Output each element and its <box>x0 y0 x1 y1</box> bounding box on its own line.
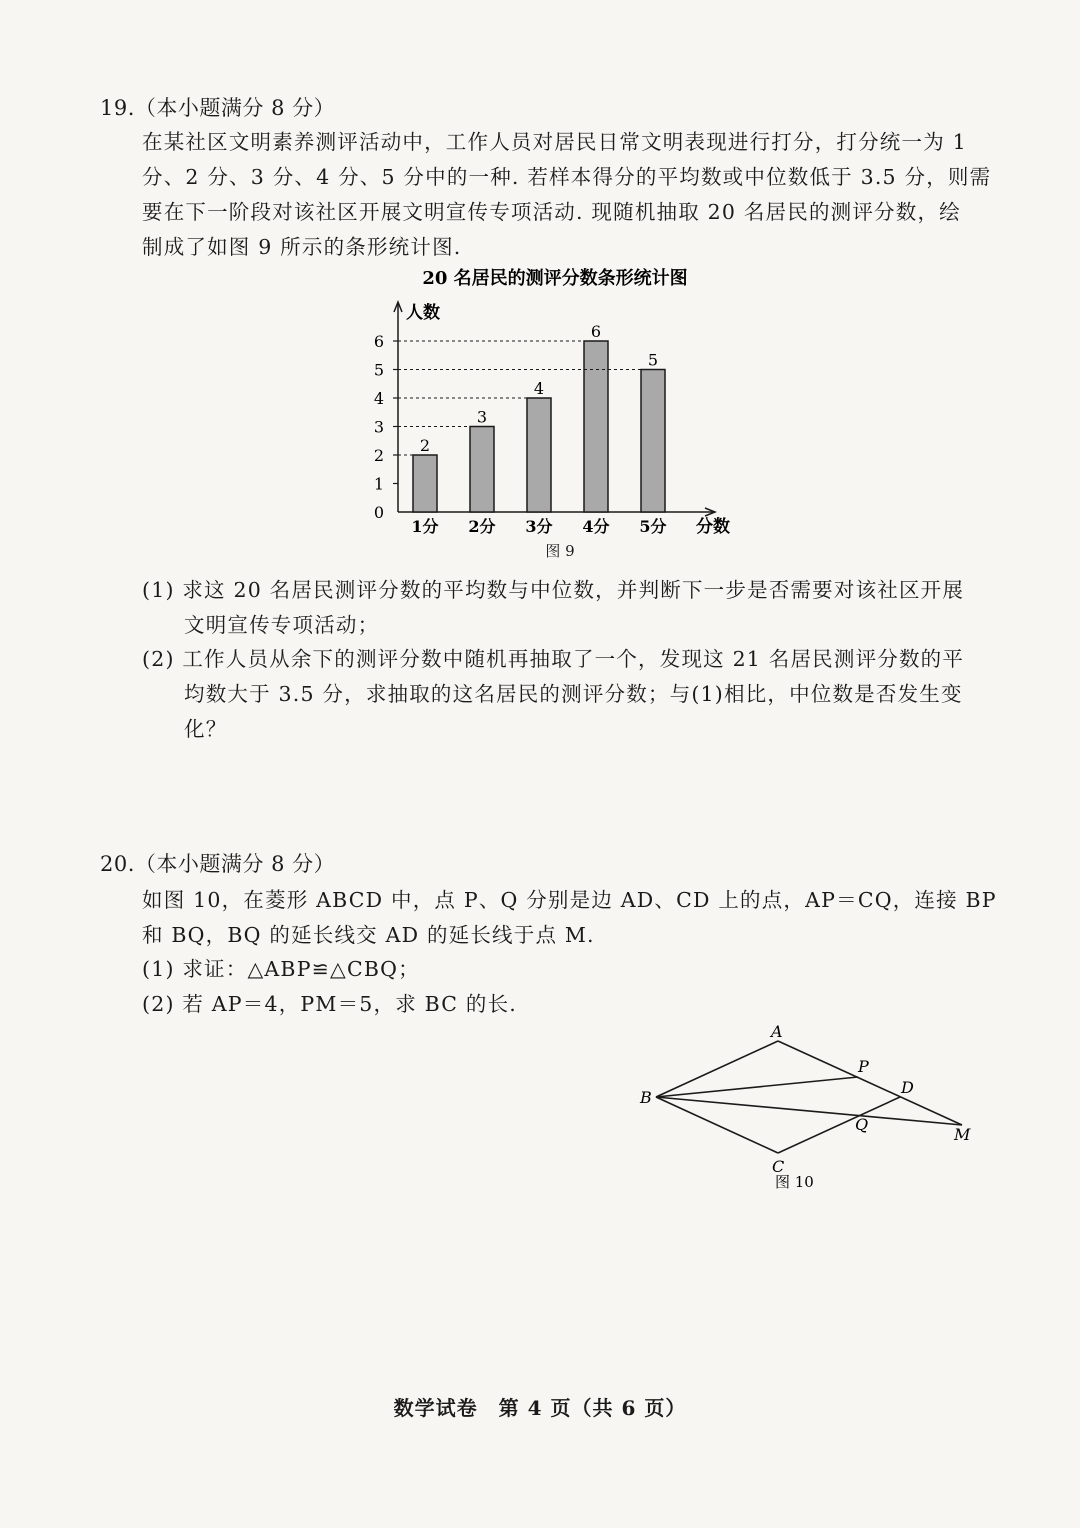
segment-cd <box>778 1097 900 1153</box>
y-tick-label: 1 <box>373 474 384 494</box>
y-tick-label: 4 <box>373 389 384 408</box>
figure-10-caption: 图 10 <box>775 1173 814 1191</box>
x-axis-label: 分数 <box>696 517 730 537</box>
q19-sub1-line-2: 文明宣传专项活动； <box>184 613 380 637</box>
q20-line-1: 如图 10，在菱形 ABCD 中，点 P、Q 分别是边 AD、CD 上的点，AP＝CQ，连接 BP <box>142 888 997 912</box>
y-tick-label: 3 <box>373 417 384 437</box>
x-tick-label: 4分 <box>582 517 610 536</box>
bar <box>641 370 665 513</box>
y-tick-label: 6 <box>373 332 384 351</box>
bar <box>470 427 494 513</box>
segment-bc <box>656 1097 778 1153</box>
point-d-label: D <box>901 1078 914 1097</box>
page-footer: 数学试卷 第 4 页（共 6 页） <box>393 1396 687 1420</box>
q19-sub1-line-1: (1) 求这 20 名居民测评分数的平均数与中位数，并判断下一步是否需要对该社区开展 <box>142 578 965 602</box>
x-tick-label: 1分 <box>411 517 439 536</box>
bar-data-label: 2 <box>419 436 431 455</box>
bar <box>413 455 437 512</box>
chart-title: 20 名居民的测评分数条形统计图 <box>422 268 688 289</box>
y-tick-label: 2 <box>373 446 384 465</box>
q19-sub2-line-3: 化？ <box>184 717 228 741</box>
q19-line-1: 在某社区文明素养测评活动中，工作人员对居民日常文明表现进行打分，打分统一为 1 <box>142 130 967 154</box>
x-tick-label: 5分 <box>639 517 667 536</box>
y-tick-label: 0 <box>373 503 384 522</box>
bar <box>584 341 608 512</box>
y-axis-label: 人数 <box>406 303 440 323</box>
q19-line-4: 制成了如图 9 所示的条形统计图. <box>142 235 462 259</box>
figure-9-caption: 图 9 <box>545 542 575 560</box>
segment-ab <box>656 1041 778 1097</box>
q20-header: 20.（本小题满分 8 分） <box>100 852 336 876</box>
segment-bp <box>656 1077 858 1097</box>
bar-data-label: 3 <box>476 407 488 427</box>
point-m-label: M <box>954 1125 971 1144</box>
q20-line-2: 和 BQ，BQ 的延长线交 AD 的延长线于点 M. <box>142 923 595 947</box>
segment-bm <box>656 1097 962 1125</box>
point-a-label: A <box>771 1022 783 1041</box>
point-p-label: P <box>858 1057 869 1076</box>
q20-sub2: (2) 若 AP＝4，PM＝5，求 BC 的长. <box>142 992 518 1016</box>
q19-header: 19.（本小题满分 8 分） <box>100 96 336 120</box>
x-tick-label: 2分 <box>468 517 496 536</box>
q19-sub2-line-2: 均数大于 3.5 分，求抽取的这名居民的测评分数；与(1)相比，中位数是否发生变 <box>184 682 963 706</box>
y-tick-label: 5 <box>373 360 384 380</box>
x-tick-label: 3分 <box>525 517 553 536</box>
bar-data-label: 4 <box>533 379 545 398</box>
q19-line-2: 分、2 分、3 分、4 分、5 分中的一种. 若样本得分的平均数或中位数低于 3.5 分，则需 <box>142 165 992 189</box>
bar-data-label: 5 <box>647 350 659 370</box>
bar-data-label: 6 <box>590 322 602 341</box>
point-b-label: B <box>640 1088 652 1107</box>
point-q-label: Q <box>855 1115 869 1134</box>
point-c-label: C <box>772 1157 785 1176</box>
figure-10-diagram <box>630 1015 990 1205</box>
q19-line-3: 要在下一阶段对该社区开展文明宣传专项活动. 现随机抽取 20 名居民的测评分数，绘 <box>142 200 961 224</box>
bar-chart <box>360 262 780 562</box>
q19-sub2-line-1: (2) 工作人员从余下的测评分数中随机再抽取了一个，发现这 21 名居民测评分数的平 <box>142 647 965 671</box>
bar <box>527 398 551 512</box>
segment-am <box>778 1041 962 1125</box>
q20-sub1: (1) 求证：△ABP≌△CBQ； <box>142 957 420 981</box>
